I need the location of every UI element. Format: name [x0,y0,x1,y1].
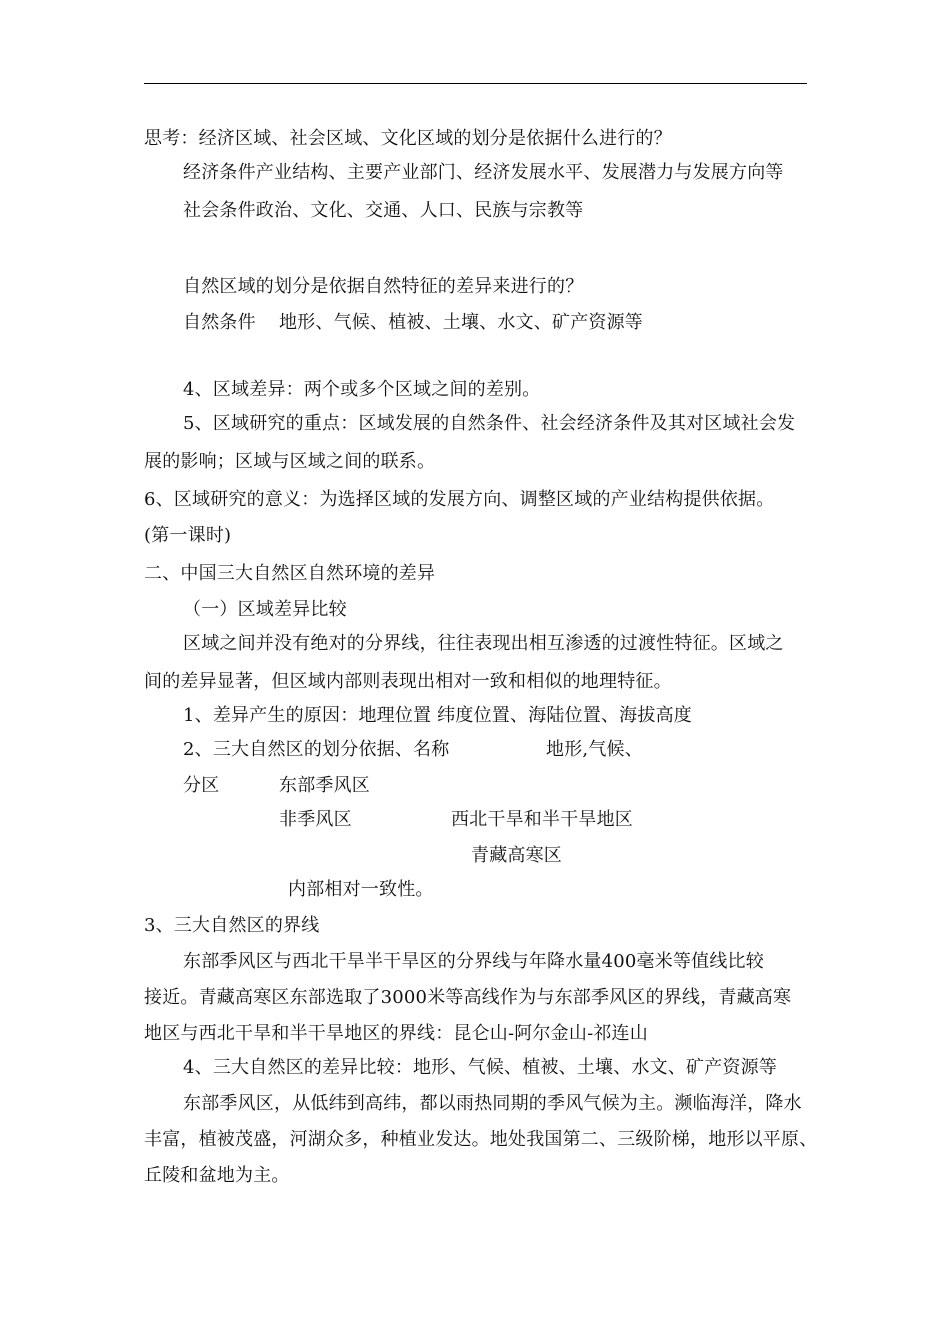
question-natural-region: 自然区域的划分是依据自然特征的差异来进行的？ [183,276,584,297]
boundary-paragraph-line2: 接近。青藏高寒区东部选取了3000米等高线作为与东部季风区的界线，青藏高寒 [144,987,792,1008]
internal-consistency-note: 内部相对一致性。 [288,879,434,900]
lesson-marker: (第一课时) [144,525,232,546]
social-conditions-line: 社会条件政治、文化、交通、人口、民族与宗教等 [183,200,584,221]
region-qinghai-tibet: 青藏高寒区 [471,845,562,866]
region-eastern-monsoon: 东部季风区 [279,775,370,796]
division-label: 分区 [183,775,220,796]
point-3-boundaries: 3、三大自然区的界线 [144,915,320,936]
boundary-paragraph-line1: 东部季风区与西北干旱半干旱区的分界线与年降水量400毫米等值线比较 [183,951,764,972]
point-6-research-significance: 6、区域研究的意义：为选择区域的发展方向、调整区域的产业结构提供依据。 [144,489,775,510]
eastern-paragraph-line3: 丘陵和盆地为主。 [144,1165,290,1186]
paragraph-transition-line1: 区域之间并没有绝对的分界线，往往表现出相互渗透的过渡性特征。区域之 [183,633,784,654]
paragraph-transition-line2: 间的差异显著，但区域内部则表现出相对一致和相似的地理特征。 [144,671,672,692]
point-5-research-focus: 5、区域研究的重点：区域发展的自然条件、社会经济条件及其对区域社会发 [183,413,796,434]
eastern-paragraph-line1: 东部季风区，从低纬到高纬，都以雨热同期的季风气候为主。濒临海洋，降水 [183,1093,802,1114]
economic-conditions-line: 经济条件产业结构、主要产业部门、经济发展水平、发展潜力与发展方向等 [183,162,784,183]
natural-conditions-list: 地形、气候、植被、土壤、水文、矿产资源等 [279,312,643,333]
eastern-paragraph-line2: 丰富，植被茂盛，河湖众多，种植业发达。地处我国第二、三级阶梯，地形以平原、 [144,1129,818,1150]
region-northwest-arid: 西北干旱和半干旱地区 [451,809,633,830]
region-non-monsoon: 非季风区 [279,809,352,830]
header-rule [144,83,807,84]
point-5-continuation: 展的影响；区域与区域之间的联系。 [144,451,436,472]
subsection-heading-one: （一）区域差异比较 [183,599,347,620]
natural-conditions-label: 自然条件 [183,312,256,333]
point-1-causes: 1、差异产生的原因：地理位置 纬度位置、海陆位置、海拔高度 [183,705,692,726]
point-4-comparison: 4、三大自然区的差异比较：地形、气候、植被、土壤、水文、矿产资源等 [183,1057,778,1078]
point-2-basis-label: 2、三大自然区的划分依据、名称 [183,739,450,760]
point-2-basis-value: 地形,气候、 [546,739,643,760]
question-economic-social-cultural: 思考：经济区域、社会区域、文化区域的划分是依据什么进行的？ [144,128,672,149]
point-4-regional-difference: 4、区域差异：两个或多个区域之间的差别。 [183,379,541,400]
section-heading-two: 二、中国三大自然区自然环境的差异 [144,563,436,584]
boundary-paragraph-line3: 地区与西北干旱和半干旱地区的界线：昆仑山-阿尔金山-祁连山 [144,1023,648,1044]
